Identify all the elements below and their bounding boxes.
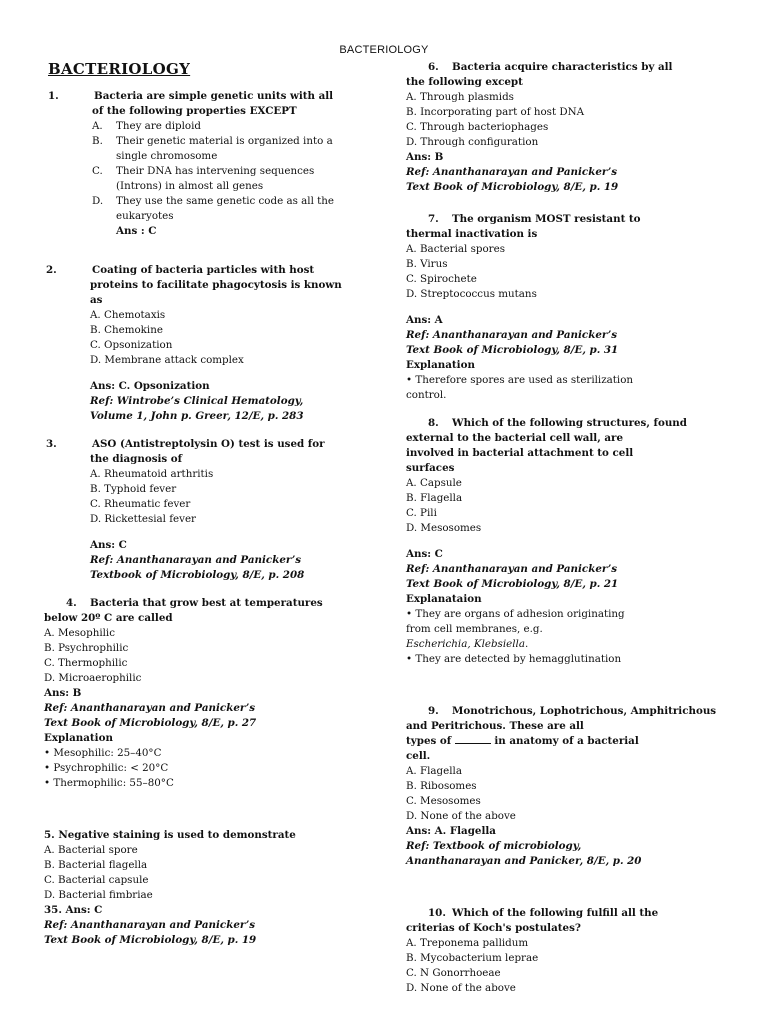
question-2-text: 2. Coating of bacteria particles with host proteins to facilitate phagocytosis is known as bbox=[46, 264, 342, 306]
option-d: D. They use the same genetic code as all the eukaryotes bbox=[92, 195, 335, 222]
answer: Ans : C bbox=[116, 225, 157, 237]
reference: Ref: Wintrobe’s Clinical Hematology, Volume 1, John p. Greer, 12/E, p. 283 bbox=[90, 395, 304, 422]
reference: Ref: Ananthanarayan and Panicker’s Textbook of Microbiology, 8/E, p. 208 bbox=[90, 554, 305, 581]
option-c: C. Rheumatic fever bbox=[90, 498, 191, 510]
answer: Ans: A. Flagella bbox=[406, 825, 496, 837]
option-c: C. Spirochete bbox=[406, 273, 477, 285]
question-4-text: 4. Bacteria that grow best at temperatures bbox=[66, 597, 323, 609]
option-c: C. Thermophilic bbox=[44, 657, 128, 669]
option-a: A. Rheumatoid arthritis bbox=[90, 468, 214, 480]
answer: 35. Ans: C bbox=[44, 904, 103, 916]
question-5 bbox=[44, 828, 346, 948]
answer: Ans: C. Opsonization bbox=[90, 380, 210, 392]
question-6: 6. Bacteria acquire characteristics by all the following except A. Through plasmids B. Incorporating part of host DNA C. Through bacteriophages D. Through configuration Ans: B Ref: Ananthanarayan and Panicker’s Text Book of Microbiology, 8/E, p. 19 bbox=[406, 60, 728, 195]
explanation-bullet: • They are organs of adhesion originating bbox=[406, 608, 625, 620]
option-a: A. Flagella bbox=[406, 765, 462, 777]
option-b: B. Mycobacterium leprae bbox=[406, 952, 539, 964]
question-10: 10. Which of the following fulfill all the criterias of Koch's postulates? A. Treponema pallidum B. Mycobacterium leprae C. N Gonorrhoeae D. None of the above bbox=[406, 906, 728, 996]
option-d: D. Mesosomes bbox=[406, 522, 482, 534]
option-a: A. Chemotaxis bbox=[90, 309, 166, 321]
option-d: D. Rickettesial fever bbox=[90, 513, 196, 525]
option-c: C. Through bacteriophages bbox=[406, 121, 549, 133]
explanation-heading: Explanation bbox=[406, 359, 475, 371]
option-b: B. Typhoid fever bbox=[90, 483, 177, 495]
reference: Ref: Textbook of microbiology, Ananthanarayan and Panicker, 8/E, p. 20 bbox=[406, 840, 642, 867]
option-d: D. Microaerophilic bbox=[44, 672, 142, 684]
option-d: D. Bacterial fimbriae bbox=[44, 889, 153, 901]
answer: Ans: C bbox=[90, 539, 127, 551]
option-d: D. Streptococcus mutans bbox=[406, 288, 537, 300]
option-c: C. Bacterial capsule bbox=[44, 874, 149, 886]
page-header: BACTERIOLOGY bbox=[339, 44, 429, 56]
option-a: A. They are diploid bbox=[92, 120, 201, 132]
explanation-bullet: • They are detected by hemagglutination bbox=[406, 653, 622, 665]
option-c: C. Mesosomes bbox=[406, 795, 481, 807]
option-a: A. Through plasmids bbox=[406, 91, 514, 103]
answer: Ans: B bbox=[44, 687, 82, 699]
reference: Ref: Ananthanarayan and Panicker’s Text Book of Microbiology, 8/E, p. 21 bbox=[406, 563, 619, 590]
right-column bbox=[406, 60, 728, 1009]
option-b: B. Their genetic material is organized into a single chromosome bbox=[92, 135, 333, 162]
question-9: 9. Monotrichous, Lophotrichous, Amphitrichous and Peritrichous. These are all types of in anatomy of a bacterial cell. A. Flagella B. Ribosomes C. Mesosomes D. None of the above Ans: A. Flagella Ref: Textbook of microbiology, Ananthanarayan and Panicker, 8/E, p. 20 bbox=[406, 704, 728, 869]
option-b: B. Bacterial flagella bbox=[44, 859, 148, 871]
option-c: C. Opsonization bbox=[90, 339, 173, 351]
option-d: D. Through configuration bbox=[406, 136, 539, 148]
option-b: B. Flagella bbox=[406, 492, 463, 504]
document-title: BACTERIOLOGY bbox=[48, 60, 191, 78]
answer: Ans: B bbox=[406, 151, 444, 163]
blank-underline bbox=[455, 734, 491, 744]
question-2 bbox=[46, 263, 346, 424]
question-5-text: 5. Negative staining is used to demonstrate bbox=[44, 829, 296, 841]
answer: Ans: C bbox=[406, 548, 443, 560]
explanation-bullet: • Thermophilic: 55–80°C bbox=[44, 777, 174, 789]
option-a: A. Bacterial spores bbox=[406, 243, 505, 255]
option-d: D. Membrane attack complex bbox=[90, 354, 244, 366]
question-3-text: 3. ASO (Antistreptolysin O) test is used for the diagnosis of bbox=[46, 438, 325, 465]
question-1-text: 1. Bacteria are simple genetic units with all of the following properties EXCEPT bbox=[48, 90, 334, 117]
option-a: A. Capsule bbox=[406, 477, 462, 489]
option-a: A. Treponema pallidum bbox=[406, 937, 529, 949]
explanation-bullet: • Psychrophilic: < 20°C bbox=[44, 762, 169, 774]
explanation-bullet: • Mesophilic: 25–40°C bbox=[44, 747, 162, 759]
question-8: 8. Which of the following structures, found external to the bacterial cell wall, are involved in bacterial attachment to cell surfaces A. Capsule B. Flagella C. Pili D. Mesosomes Ans: C Ref: Ananthanarayan and Panicker’s Text Book of Microbiology, 8/E, p. 21 Explanataion • They are organs of adhesion originating from cell membranes, e.g. Escherichia, Klebsiella. • They are detected by hemagglutination bbox=[406, 416, 728, 667]
explanation-heading: Explanataion bbox=[406, 593, 482, 605]
option-c: C. Their DNA has intervening sequences (Introns) in almost all genes bbox=[92, 165, 315, 192]
option-c: C. N Gonorrhoeae bbox=[406, 967, 501, 979]
option-a: A. Bacterial spore bbox=[44, 844, 138, 856]
reference: Ref: Ananthanarayan and Panicker’s Text Book of Microbiology, 8/E, p. 31 bbox=[406, 329, 619, 356]
reference: Ref: Ananthanarayan and Panicker’s Text Book of Microbiology, 8/E, p. 19 bbox=[406, 166, 619, 193]
option-b: B. Incorporating part of host DNA bbox=[406, 106, 585, 118]
question-3 bbox=[46, 437, 346, 583]
option-d: D. None of the above bbox=[406, 982, 516, 994]
reference: Ref: Ananthanarayan and Panicker’s Text Book of Microbiology, 8/E, p. 27 bbox=[44, 702, 257, 729]
question-4: 4. Bacteria that grow best at temperatures below 20º C are called A. Mesophilic B. Psychrophilic C. Thermophilic D. Microaerophilic Ans: B Ref: Ananthanarayan and Panicker’s Text Book of Microbiology, 8/E, p. 27 Explanation • Mesophilic: 25–40°C • Psychrophilic: < 20°C • Thermophilic: 55–80°C bbox=[44, 596, 346, 791]
question-7: 7. The organism MOST resistant to thermal inactivation is A. Bacterial spores B. Virus C. Spirochete D. Streptococcus mutans Ans: A Ref: Ananthanarayan and Panicker’s Text Book of Microbiology, 8/E, p. 31 Explanation • Therefore spores are used as sterilization control. bbox=[406, 212, 728, 403]
explanation-heading: Explanation bbox=[44, 732, 113, 744]
question-7-text: 7. The organism MOST resistant to bbox=[428, 213, 641, 225]
question-1 bbox=[46, 89, 346, 239]
option-b: B. Virus bbox=[406, 258, 448, 270]
option-c: C. Pili bbox=[406, 507, 437, 519]
option-b: B. Ribosomes bbox=[406, 780, 477, 792]
explanation-bullet: • Therefore spores are used as sterilization bbox=[406, 374, 634, 386]
option-d: D. None of the above bbox=[406, 810, 516, 822]
option-b: B. Chemokine bbox=[90, 324, 163, 336]
question-8-text: 8. Which of the following structures, found bbox=[428, 417, 687, 429]
option-a: A. Mesophilic bbox=[44, 627, 115, 639]
reference: Ref: Ananthanarayan and Panicker’s Text Book of Microbiology, 8/E, p. 19 bbox=[44, 919, 257, 946]
question-9-text: 9. Monotrichous, Lophotrichous, Amphitrichous bbox=[428, 705, 717, 717]
option-b: B. Psychrophilic bbox=[44, 642, 129, 654]
question-number: 1. bbox=[48, 90, 59, 102]
question-10-text: 10. Which of the following fulfill all the bbox=[428, 907, 659, 919]
question-6-text: 6. Bacteria acquire characteristics by all bbox=[428, 61, 673, 73]
answer: Ans: A bbox=[406, 314, 443, 326]
left-column bbox=[46, 89, 346, 961]
